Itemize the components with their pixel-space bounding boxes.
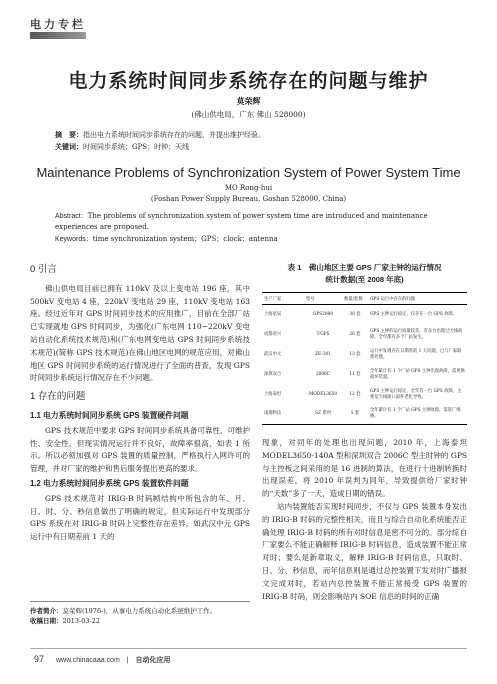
- bio-text: 莫荣辉(1976-)，从事电力系统自动化系统维护工作。: [62, 607, 217, 615]
- keywords-en-text: time synchronization system；GPS；clock；antenna: [92, 235, 278, 243]
- table-caption-line1: 表 1 佛山地区主要 GPS 厂家主钟的运行情况: [287, 263, 442, 272]
- table-cell: 12 套: [349, 391, 361, 397]
- abstract-cn-text: 指出电力系统时间同步系统存在的问题，并提出维护经验。: [83, 131, 265, 139]
- right-paragraph-2: 站内装置能否实现时间同步，不仅与 GPS 装置本身发出的 IRIG-B 时码的完整性相关，而且与综合自动化系统能否正确处理 IRIG-B 时码的所有对时信息是密不可分的。部分综自厂家要么不能正确解释 IRIG-B 时码信息，造成装置不能正常对时；要么是新章取义，解释 IRIG-B 时码信息，只取时、日、分、秒信息，而年信息则是通过总控装置下发对时广播报文完成对时，若站内总控装置不能正常接受 GPS 装置的 IRIG-B 时码，则会影响站内 SOE 信息的时间的正确: [262, 501, 467, 601]
- author-cn: 莫荣辉: [236, 96, 261, 106]
- page-footer: [0, 648, 497, 668]
- section-name: 自动化应用: [135, 657, 171, 664]
- journal-logo-bar: [30, 32, 86, 39]
- keywords-en: [55, 234, 455, 244]
- table-cell: GPS 主钟的运行质量较差，有多台出现过天线故障，全年都有多个厂站发生。: [370, 328, 463, 340]
- table-cell: GPS 主钟运行稳定，全年有一台 GPS 故障，主要是天线接口部件老化导致。: [370, 388, 462, 400]
- keywords-en-label: Keywords：: [55, 236, 93, 243]
- journal-header: [0, 0, 497, 48]
- journal-name: 电力专栏: [30, 18, 86, 31]
- table-cell: 13 套: [349, 351, 361, 357]
- table-cell: GPS2000: [312, 311, 334, 317]
- section-heading-intro: 0 引言: [30, 264, 57, 275]
- table-cell: 武汉中元: [264, 351, 282, 357]
- table-cell: 38 套: [349, 311, 361, 317]
- gps-vendor-table: [262, 292, 467, 425]
- keywords-cn-label: 关键词：: [55, 142, 83, 151]
- left-column: [30, 262, 250, 544]
- paper-title-cn: 电力系统时间同步系统存在的问题与维护: [68, 70, 429, 92]
- right-column: [262, 437, 467, 603]
- journal-url[interactable]: www.chinacaaa.com: [55, 657, 120, 664]
- section-heading-problems: 1 存在的问题: [30, 391, 86, 403]
- table-row: [262, 365, 467, 385]
- table-cell: T-GPS: [316, 331, 330, 337]
- abstract-en-label: Abstract：: [55, 213, 88, 220]
- footer-rule: [30, 648, 467, 649]
- table-cell: 运行中发现存在日期差前 1 天问题，已与厂家联系处理。: [370, 348, 462, 360]
- subsection-heading-hardware: 1.1 电力系统时间同步系统 GPS 装置硬件问题: [30, 410, 189, 420]
- footer-separator: |: [126, 657, 129, 664]
- received-label: 收稿日期：: [30, 617, 63, 625]
- keywords-cn-text: 时间同步系统；GPS；时钟；天线: [83, 143, 190, 151]
- table-cell: 南瑞科技: [262, 405, 304, 425]
- table-cell: 11 套: [349, 371, 361, 377]
- table-header-cell: GPS 运行中存在的问题: [368, 293, 467, 305]
- table-header-cell: 生产厂家: [262, 293, 304, 305]
- table-header-row: [262, 293, 467, 305]
- table-cell: 全年累计有 1 个厂站 GPS 主钟故障，需返厂维修。: [368, 405, 467, 425]
- table-caption-line2: 统计数据(至 2008 年底): [325, 275, 404, 284]
- table-row: [262, 345, 467, 365]
- table-header-cell: 型号: [304, 293, 342, 305]
- affiliation-cn: (佛山供电局，广东 佛山 528000): [191, 110, 306, 119]
- bio-label: 作者简介：: [30, 607, 63, 615]
- right-paragraph-1: 现象，对同年的处理也出现问题，2010 年，上海泰坦 MODEL3650-140A 型和深圳双合 2006C 型主时钟的 GPS 与主控板之间采用的是 16 进制的算法，在进行十进制转换时出现误差，将 2010 年误判为同年，导致提供给厂家时钟的“天数”多了一天，造成日期的错误。: [262, 438, 467, 499]
- author-footnote: [30, 601, 250, 626]
- table-cell: 2006C: [315, 371, 331, 377]
- table-row: [262, 305, 467, 325]
- table-caption: [262, 262, 467, 286]
- paper-title-en: Maintenance Problems of Synchronization System of Power System Time: [36, 165, 461, 180]
- intro-paragraph: 佛山供电局目前已拥有 110kV 及以上变电站 196 座，其中 500kV 变电站 4 座，220kV 变电站 29 座，110kV 变电站 163 座。经过近年对 GPS 时间同步技术的应用推广，目前在全部厂站已实现就地 GPS 时间同步，为强化(广东电网 110~220kV 变电站自动化系统技术规范)和(广东电网变电站 GPS 时间同步系统技术规范)(简称 GPS 技术规范)在佛山地区电网的规范应用，对佛山地区 GPS 时间同步系统的运行情况进行了全面的普查，发现 GPS 时间同步系统运行情况存在不少问题。: [30, 283, 250, 383]
- table-cell: 上海泰坦: [264, 391, 282, 397]
- table-header-cell: 数量/套数: [342, 293, 368, 305]
- software-paragraph: GPS 技术规范对 IRIG-B 时码帧结构中所包含的年、月、日、时、分、秒信息做出了明确的规定，但实际运行中发现部分 GPS 系统在对 IRIG-B 时码上完整性存在差异，如武汉中元 GPS 运行中有日期差前 1 天的: [30, 493, 250, 542]
- table-cell: SZ 系列: [304, 405, 342, 425]
- author-en: MO Rong-hui: [224, 184, 273, 192]
- table-cell: MODEL3650: [308, 391, 338, 397]
- affiliation-en: (Foshan Power Supply Bureau, Goshan 528000, China): [150, 195, 347, 203]
- table-cell: GPS 主钟运行稳定，仅存在一台 GPS 故障。: [370, 311, 458, 317]
- subsection-heading-software: 1.2 电力系统时间同步系统 GPS 装置软件问题: [30, 478, 189, 488]
- table-cell: ZE-301: [315, 351, 331, 357]
- footer-text: [34, 654, 171, 665]
- abstract-cn-label: 摘 要：: [55, 130, 83, 139]
- table-cell: 上海星辰: [264, 311, 282, 317]
- hardware-paragraph: GPS 技术规范中要求 GPS 时间同步系统具备可靠性、可维护性、安全性，但现实情况运行并不良好，故障率很高，如表 1 所示。所以必须加强对 GPS 装置的质量控制，严格执行入网许可的管理，并对厂家的维护和售后服务提出更高的要求。: [30, 425, 250, 474]
- abstract-cn: [55, 129, 455, 153]
- table-cell: 深圳双合: [264, 371, 282, 377]
- table-cell: 5 套: [342, 405, 368, 425]
- received-date: 2013-03-22: [62, 617, 100, 625]
- abstract-en-text: The problems of synchronization system of power system time are introduced and maintenance experiences are proposed.: [55, 212, 428, 231]
- table-cell: 成都府兴: [264, 331, 282, 337]
- table-cell: 全年累计有 1 个厂站 GPS 主钟出现故障，需更换损坏装置。: [370, 368, 465, 380]
- table-row: [262, 325, 467, 345]
- page-number: 97: [34, 654, 45, 664]
- table-cell: 26 套: [349, 331, 361, 337]
- table-row: [262, 405, 467, 425]
- table-row: [262, 385, 467, 405]
- abstract-en: [55, 211, 455, 232]
